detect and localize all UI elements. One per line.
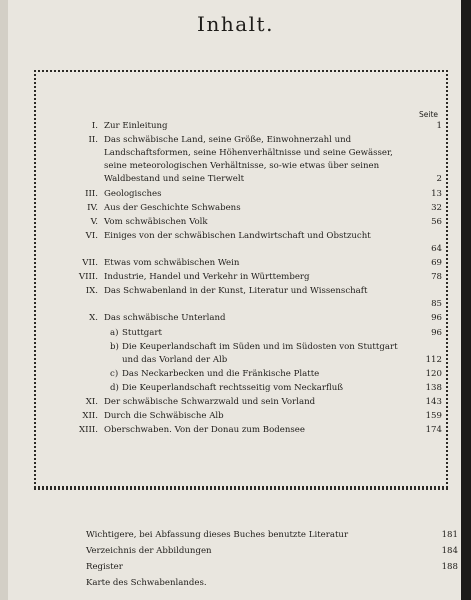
- entry-page-number: 85: [431, 299, 442, 310]
- entry-number: c): [110, 368, 119, 379]
- entry-title: Das schwäbische Land, seine Größe, Einwohnerzahl und Landschaftsformen, seine Höhenverhältnisse und seine Gewässer, seine meteorologischen Verhältnisse, so-wie etwas über seinen Waldbestand und seine Tierwelt: [104, 135, 393, 185]
- entry-page-number: 69: [431, 258, 442, 268]
- entry-title: Etwas vom schwäbischen Wein: [104, 258, 240, 268]
- contents-entry: [36, 216, 450, 229]
- entry-page-number: 78: [431, 272, 442, 283]
- entry-title: Vom schwäbischen Volk: [104, 216, 208, 227]
- entry-title: Zur Einleitung: [104, 121, 168, 131]
- appendix-entry: [86, 578, 386, 588]
- appendix-page-number: 181: [441, 530, 458, 540]
- contents-subentry: [36, 327, 450, 340]
- contents-subentry: [36, 368, 450, 381]
- entry-number: II.: [88, 135, 98, 146]
- contents-entry: [36, 257, 450, 270]
- entry-number: d): [110, 382, 119, 393]
- contents-subentry: [36, 382, 450, 395]
- entry-number: b): [110, 341, 119, 352]
- entry-title: Geologisches: [104, 188, 162, 199]
- contents-entry: [36, 312, 450, 325]
- entry-number: I.: [91, 121, 98, 131]
- entry-number: IX.: [85, 286, 98, 297]
- appendix-title: Register: [86, 562, 123, 572]
- entry-page-number: 96: [431, 313, 442, 324]
- entry-page-number: 120: [425, 368, 442, 379]
- entry-page-number: 138: [425, 382, 442, 393]
- contents-entry: [36, 202, 450, 215]
- entry-page-number: 96: [431, 327, 442, 338]
- contents-subentry: [36, 341, 450, 367]
- contents-entry: [36, 134, 450, 186]
- entry-title: Der schwäbische Schwarzwald und sein Vorland: [104, 397, 316, 407]
- entry-page-number: 64: [431, 243, 442, 254]
- entry-number: III.: [85, 188, 98, 199]
- page-edge-right: [461, 0, 471, 600]
- page-column-header: Seite: [418, 110, 438, 119]
- page-title: Inhalt.: [197, 12, 274, 36]
- entry-number: XII.: [82, 411, 98, 422]
- appendix-entry: [86, 562, 458, 572]
- entry-title: Aus der Geschichte Schwabens: [104, 202, 241, 213]
- entry-title: Einiges von der schwäbischen Landwirtschaft und Obstzucht: [104, 230, 371, 241]
- appendix-page-number: 188: [441, 562, 458, 572]
- appendix-title: Verzeichnis der Abbildungen: [86, 546, 212, 556]
- divider: [34, 488, 448, 490]
- entry-page-number: 32: [431, 202, 442, 213]
- entry-title: Die Keuperlandschaft im Süden und im Südosten von Stuttgart und das Vorland der Alb: [122, 341, 398, 365]
- contents-entry: [36, 396, 450, 409]
- contents-entry: [36, 188, 450, 201]
- entry-page-number: 159: [425, 411, 442, 422]
- entry-title: Das schwäbische Unterland: [104, 313, 226, 324]
- entry-title: Das Schwabenland in der Kunst, Literatur und Wissenschaft: [104, 286, 368, 297]
- entry-number: V.: [90, 216, 98, 227]
- entry-page-number: 2: [436, 174, 442, 185]
- contents-entry: [36, 285, 450, 311]
- entry-number: XIII.: [78, 425, 98, 436]
- contents-frame: [34, 70, 448, 488]
- appendix-page-number: 184: [441, 546, 458, 556]
- entry-number: VIII.: [78, 272, 98, 283]
- entry-number: VII.: [82, 258, 98, 268]
- entry-number: IV.: [87, 202, 98, 213]
- entry-page-number: 1: [436, 121, 442, 131]
- entry-title: Oberschwaben. Von der Donau zum Bodensee: [104, 425, 305, 436]
- contents-entry: [36, 120, 450, 133]
- entry-page-number: 13: [431, 188, 442, 199]
- contents-entry: [36, 410, 450, 423]
- entry-title: Das Neckarbecken und die Fränkische Platte: [122, 368, 320, 379]
- entry-page-number: 56: [431, 216, 442, 227]
- contents-entry: [36, 424, 450, 437]
- appendix-entry: [86, 546, 458, 556]
- appendix-title: Wichtigere, bei Abfassung dieses Buches benutzte Literatur: [86, 530, 349, 540]
- appendix-title: Karte des Schwabenlandes.: [86, 578, 207, 588]
- page-edge-left: [0, 0, 8, 600]
- contents-entry: [36, 271, 450, 284]
- entry-page-number: 143: [425, 397, 442, 407]
- entry-page-number: 112: [425, 354, 442, 365]
- entry-number: a): [110, 327, 119, 338]
- entry-number: VI.: [85, 230, 98, 241]
- entry-title: Stuttgart: [122, 327, 162, 338]
- entry-title: Industrie, Handel und Verkehr in Württemberg: [104, 272, 310, 283]
- contents-entry: [36, 230, 450, 256]
- entry-title: Durch die Schwäbische Alb: [104, 411, 224, 422]
- entry-page-number: 174: [425, 425, 442, 436]
- entry-number: XI.: [85, 397, 98, 407]
- entry-title: Die Keuperlandschaft rechtsseitig vom Neckarfluß: [122, 382, 343, 393]
- appendix-entry: [86, 530, 458, 540]
- entry-number: X.: [89, 313, 98, 324]
